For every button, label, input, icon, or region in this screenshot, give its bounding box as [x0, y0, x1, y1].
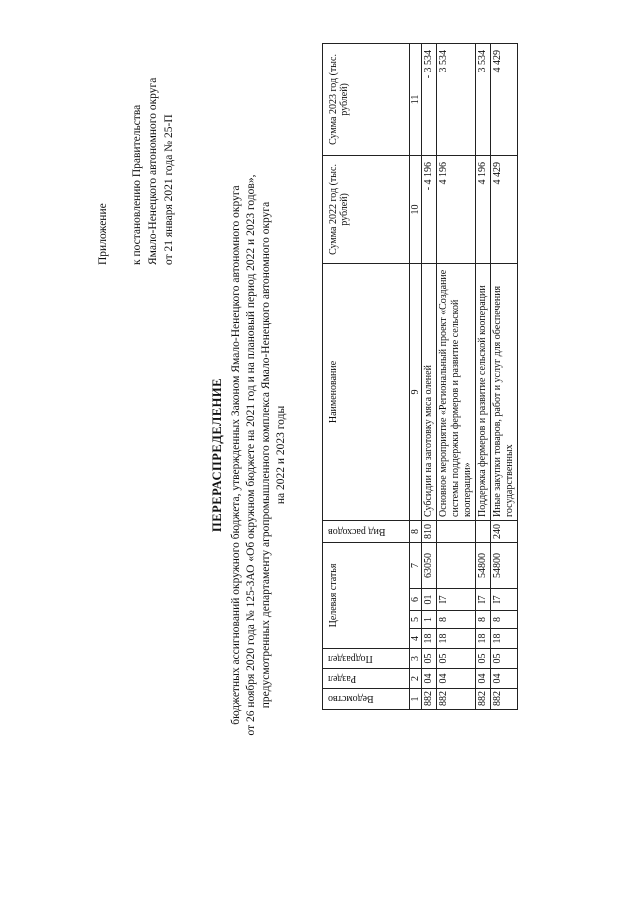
cell-sum-2022: 4 196	[476, 155, 491, 263]
cell-dept: 882	[422, 689, 437, 710]
table-row	[491, 43, 518, 709]
cell-target-3: 01	[422, 589, 437, 611]
index-cell: 8	[410, 520, 422, 542]
cell-target-4: 54800	[491, 542, 518, 588]
header-target: Целевая статья	[323, 542, 410, 648]
cell-sum-2022: - 4 196	[422, 155, 437, 263]
cell-name: Поддержка фермеров и развитие сельской кооперации	[476, 263, 491, 520]
cell-subsection: 05	[422, 649, 437, 669]
cell-target-4: 54800	[476, 542, 491, 588]
cell-name: Субсидии на заготовку мяса оленей	[422, 263, 437, 520]
annex-line: от 21 января 2021 года № 25-П	[163, 114, 175, 265]
cell-dept: 882	[476, 689, 491, 710]
cell-sum-2023: 3 534	[476, 43, 491, 155]
cell-name	[491, 263, 518, 520]
table-row	[422, 43, 437, 709]
cell-target-1: 18	[437, 629, 476, 649]
cell-subsection: 05	[437, 649, 476, 669]
cell-target-1: 18	[422, 629, 437, 649]
heading-line: от 26 ноября 2020 года № 125-ЗАО «Об окружном бюджете на 2021 год и на плановый период 2022 и 2023 годов»,	[245, 174, 257, 736]
cell-sum-2023: 3 534	[437, 43, 476, 155]
header-dept: Ведомство	[323, 689, 410, 710]
cell-expense: 810	[422, 520, 437, 542]
cell-sum-2022: 4 196	[437, 155, 476, 263]
header-sum-2022: Сумма 2022 год (тыс. рублей)	[323, 155, 410, 263]
heading-line: на 2022 и 2023 годы	[275, 405, 287, 505]
header-sum-2023: Сумма 2023 год (тыс. рублей)	[323, 43, 410, 155]
cell-dept: 882	[437, 689, 476, 710]
header-expense: Вид расходов	[323, 520, 410, 542]
index-cell: 3	[410, 649, 422, 669]
cell-sum-2022: 4 429	[491, 155, 518, 263]
index-cell: 5	[410, 611, 422, 629]
index-cell: 9	[410, 263, 422, 520]
cell-expense: 240	[491, 520, 518, 542]
cell-target-1: 18	[491, 629, 518, 649]
cell-target-2: 1	[422, 611, 437, 629]
cell-target-2: 8	[491, 611, 518, 629]
cell-target-3: I7	[476, 589, 491, 611]
table-header-row	[323, 43, 410, 709]
cell-section: 04	[476, 669, 491, 689]
cell-section: 04	[422, 669, 437, 689]
cell-sum-2023: 4 429	[491, 43, 518, 155]
annex-line: Ямало-Ненецкого автономного округа	[147, 77, 159, 265]
heading-line: бюджетных ассигнований окружного бюджета, утвержденных Законом Ямало-Ненецкого автономного округа	[230, 185, 242, 725]
index-cell: 1	[410, 689, 422, 710]
index-cell: 4	[410, 629, 422, 649]
annex-line: к постановлению Правительства	[131, 104, 143, 265]
cell-target-3: I7	[491, 589, 518, 611]
cell-target-1: 18	[476, 629, 491, 649]
index-cell: 2	[410, 669, 422, 689]
header-name: Наименование	[323, 263, 410, 520]
cell-section: 04	[491, 669, 518, 689]
index-cell: 10	[410, 155, 422, 263]
index-cell: 6	[410, 589, 422, 611]
table-row	[476, 43, 491, 709]
index-cell: 11	[410, 43, 422, 155]
heading-line: предусмотренных департаменту агропромышленного комплекса Ямало-Ненецкого автономного округа	[260, 201, 272, 709]
header-subsection: Подраздел	[323, 649, 410, 669]
document-heading	[210, 155, 289, 755]
cell-target-2: 8	[437, 611, 476, 629]
cell-dept: 882	[491, 689, 518, 710]
header-section: Раздел	[323, 669, 410, 689]
cell-target-3: I7	[437, 589, 476, 611]
document-title: ПЕРЕРАСПРЕДЕЛЕНИЕ	[210, 378, 224, 532]
cell-target-2: 8	[476, 611, 491, 629]
cell-target-4	[437, 542, 476, 588]
table-index-row	[410, 43, 422, 709]
cell-section: 04	[437, 669, 476, 689]
annex-block	[95, 35, 177, 265]
cell-name-text: Иные закупки товаров, работ и услуг для обеспечения государственных	[492, 285, 515, 517]
index-cell: 7	[410, 542, 422, 588]
cell-expense	[476, 520, 491, 542]
table-row	[437, 43, 476, 709]
allocation-table	[322, 43, 518, 710]
cell-sum-2023: - 3 534	[422, 43, 437, 155]
cell-subsection: 05	[491, 649, 518, 669]
cell-name: Основное мероприятие «Региональный проект «Создание системы поддержки фермеров и развитие сельской кооперации»	[437, 263, 476, 520]
cell-expense	[437, 520, 476, 542]
cell-subsection: 05	[476, 649, 491, 669]
annex-title: Приложение	[97, 203, 109, 265]
cell-target-4: 63050	[422, 542, 437, 588]
